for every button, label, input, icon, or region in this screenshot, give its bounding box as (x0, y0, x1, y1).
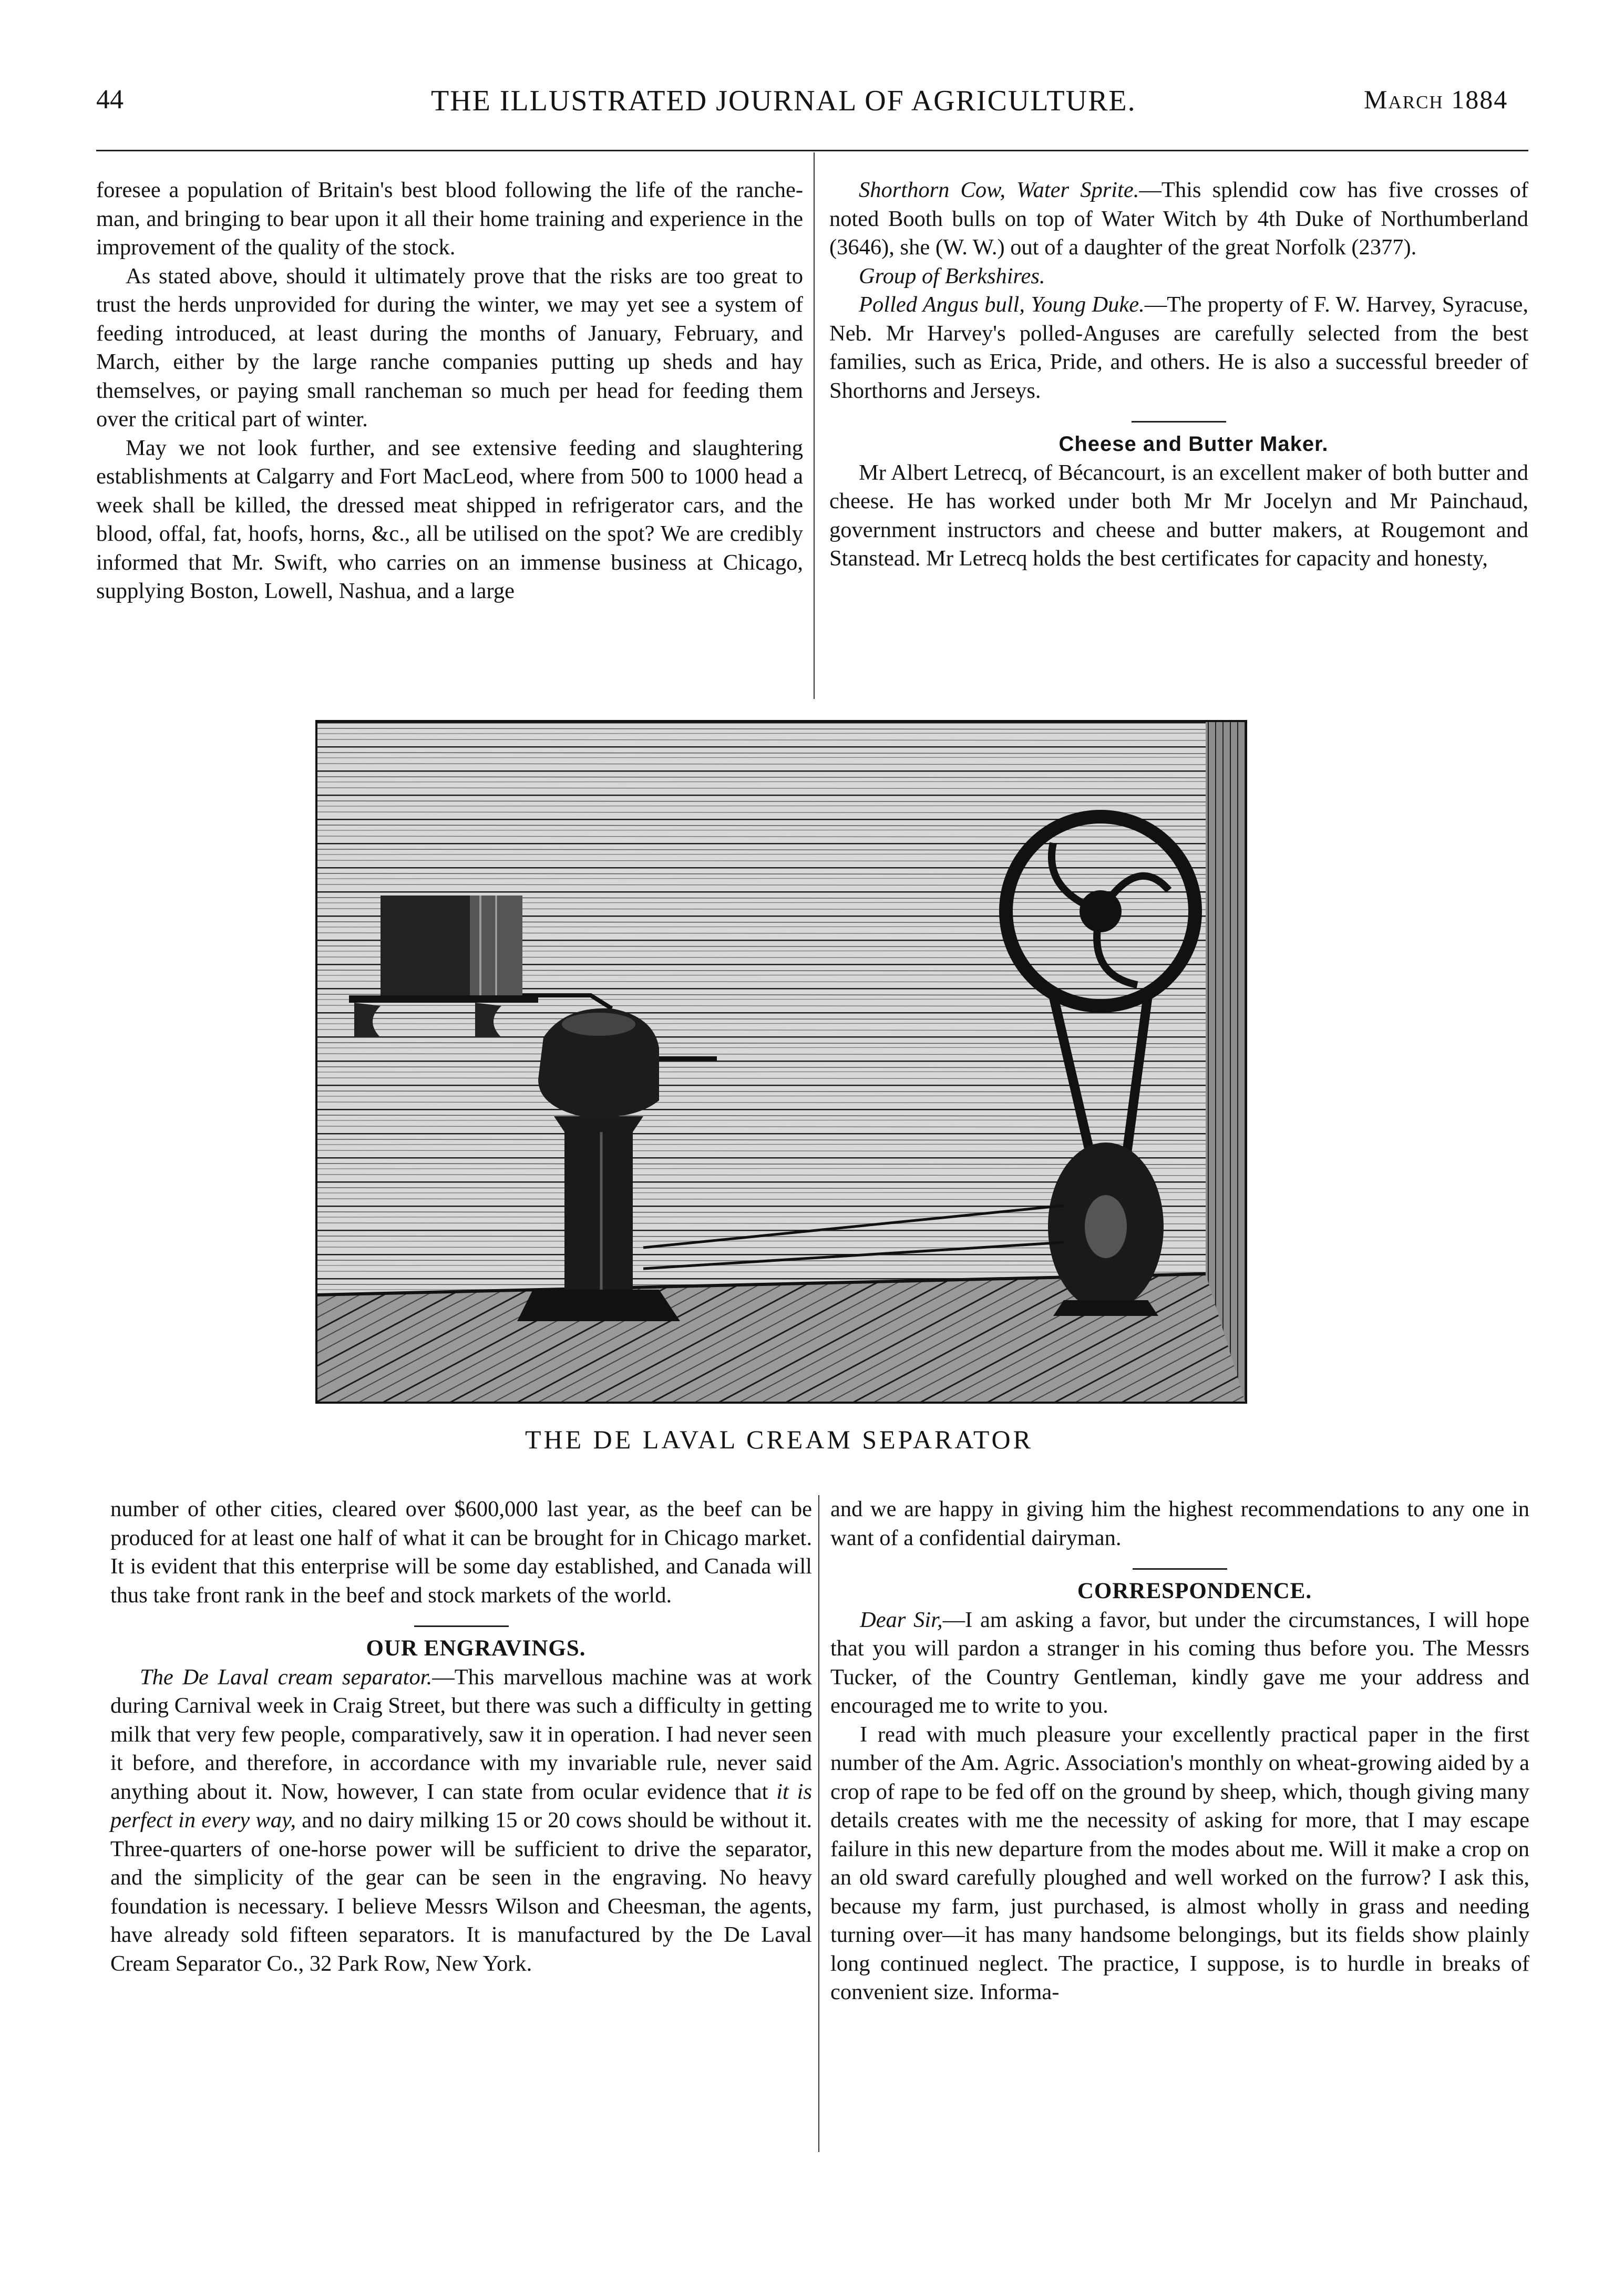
entry-label: Group of Berkshires. (859, 263, 1045, 289)
page-number: 44 (96, 85, 124, 115)
column-upper-left (96, 176, 803, 606)
entry-text: —This splendid cow has five crosses of noted Booth bulls on top of Water Witch by 4th Duke of Northumberland (3646), she (W. W.) out of a daughter of the great Norfolk (2377). (829, 178, 1528, 260)
entry-label: Polled Angus bull, Young Duke. (859, 292, 1145, 317)
column-upper-right (829, 176, 1528, 573)
section-rule (414, 1625, 509, 1627)
paragraph-letter-opening (830, 1606, 1529, 1721)
engraving-caption: THE DE LAVAL CREAM SEPARATOR (525, 1425, 1033, 1454)
column-lower-left (110, 1495, 812, 1978)
journal-title: THE ILLUSTRATED JOURNAL OF AGRICULTURE. (431, 85, 1136, 117)
entry-text: —This marvellous machine was at work during Carnival week in Craig Street, but there was such a difficulty in getting milk that very few people, comparatively, saw it in operation. I had never seen it before, and therefore, in accordance with my invariable rule, never said anything about it. Now, however, I can state from ocular evidence that (110, 1664, 813, 1804)
paragraph: Mr Albert Letrecq, of Bécancourt, is an excellent maker of both butter and cheese. He has worked under both Mr Mr Jocelyn and Mr Painchaud, government instructors and cheese and butter makers, at Rougemont and Stanstead. Mr Letrecq holds the best certificates for capacity and honesty, (829, 460, 1528, 571)
entry-label: The De Laval cream separator. (140, 1664, 433, 1690)
paragraph: May we not look further, and see extensive feeding and slaughtering establishments at Calgarry and Fort MacLeod, where from 500 to 1000 head a week shall be killed, the dressed meat shipped in refrigerator cars, and the blood, offal, fat, hoofs, horns, &c., all be utilised on the spot? We are credibly informed that Mr. Swift, who carries on an immense business at Chicago, supplying Boston, Lowell, Nashua, and a large (96, 435, 803, 603)
section-heading-correspondence: CORRESPONDENCE. (1077, 1579, 1312, 1603)
paragraph: I read with much pleasure your excellently practical paper in the first number of the Am. Agric. Association's monthly on wheat-growing aided by a crop of rape to be fed off on the ground by sheep, which, though giving many details creates with me the necessity of asking for more, that I may escape failure in this new departure from the modes about me. Will it make a crop on an old sward carefully ploughed and well worked on the furrow? I ask this, because my farm, just purchased, is almost wholly in grass and needing turning over—it has many handsome belongings, but its fields show plainly long continued neglect. The practice, I suppose, is to hurdle in breaks of convenient size. Informa- (830, 1722, 1529, 2004)
header-rule (96, 150, 1528, 151)
paragraph: foresee a population of Britain's best blood following the life of the ranche-man, and bringing to bear upon it all their home training and experience in the improvement of the quality of the stock. (96, 178, 803, 260)
section-heading-engravings: OUR ENGRAVINGS. (366, 1636, 586, 1661)
entry-text: and no dairy milking 15 or 20 cows should be without it. Three-quarters of one-horse power will be sufficient to drive the separator, and the simplicity of the gear can be seen in the engraving. No heavy foundation is necessary. I believe Messrs Wilson and Cheesman, the agents, have already sold fifteen separators. It is manufactured by the De Laval Cream Separator Co., 32 Park Row, New York. (110, 1808, 813, 1976)
letter-salutation: Dear Sir, (860, 1607, 943, 1632)
issue-date: March 1884 (1364, 85, 1508, 114)
entry-label: Shorthorn Cow, Water Sprite. (859, 178, 1139, 202)
section-rule (1132, 421, 1226, 423)
engraving-de-laval-separator (315, 720, 1247, 1404)
paragraph-polled-angus (829, 291, 1528, 405)
paragraph: and we are happy in giving him the highest recommendations to any one in want of a confidential dairyman. (830, 1497, 1529, 1550)
running-header (0, 84, 1624, 126)
paragraph-de-laval (110, 1663, 812, 1979)
section-heading-cheese: Cheese and Butter Maker. (1058, 433, 1329, 456)
paragraph-berkshires (829, 262, 1528, 291)
paragraph: number of other cities, cleared over $600,000 last year, as the beef can be produced for at least one half of what it can be brought for in Chicago market. It is evident that this enterprise will be some day established, and Canada will thus take front rank in the beef and stock markets of the world. (110, 1497, 812, 1608)
paragraph: As stated above, should it ultimately prove that the risks are too great to trust the herds unprovided for during the winter, we may yet see a system of feeding introduced, at least during the months of January, February, and March, either by the large ranche companies putting up sheds and hay themselves, or paying small rancheman so much per head for feeding them over the critical part of winter. (96, 263, 803, 431)
entry-emphasis: it is perfect in every way, (110, 1779, 812, 1833)
column-lower-right (830, 1495, 1529, 2007)
column-divider (814, 152, 815, 699)
letter-text: —I am asking a favor, but under the circumstances, I will hope that you will pardon a stranger in his coming thus before you. The Messrs Tucker, of the Country Gentleman, kindly gave me your address and encouraged me to write to you. (830, 1607, 1530, 1718)
paragraph-shorthorn (829, 176, 1528, 262)
section-rule (1133, 1568, 1227, 1570)
column-divider (818, 1495, 819, 2152)
entry-text: —The property of F. W. Harvey, Syracuse, Neb. Mr Harvey's polled-Anguses are carefully selected from the best families, such as Erica, Pride, and others. He is also a successful breeder of Shorthorns and Jerseys. (829, 292, 1528, 403)
